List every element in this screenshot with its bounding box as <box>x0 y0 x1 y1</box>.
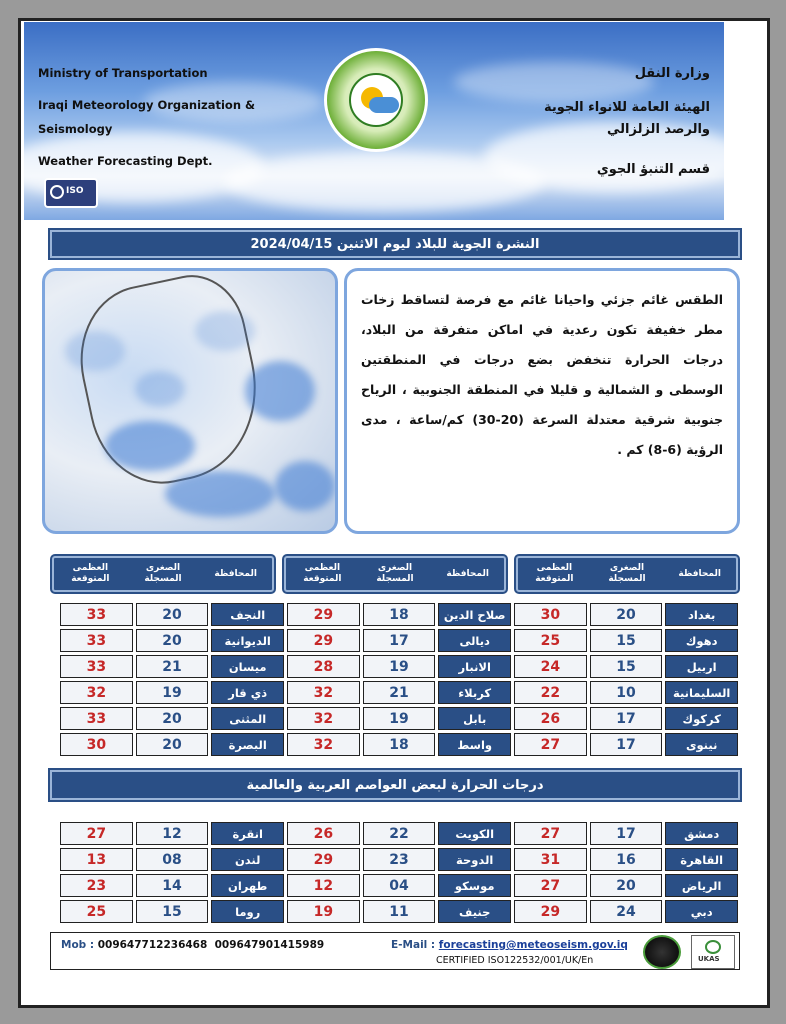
organization-ar-1: الهيئة العامة للانواء الجوية <box>544 100 710 115</box>
col-min: الصغرى المسجلة <box>376 563 414 584</box>
max-temp: 25 <box>60 900 133 923</box>
capitals-title: درجات الحرارة لبعض العواصم العربية والعالمية <box>50 770 740 800</box>
city-name: لندن <box>211 848 284 871</box>
city-name: الكويت <box>438 822 511 845</box>
min-temp: 15 <box>136 900 209 923</box>
max-temp: 29 <box>287 603 360 626</box>
min-temp: 20 <box>136 733 209 756</box>
department-ar: قسم التنبؤ الجوي <box>596 162 710 177</box>
email-link[interactable]: forecasting@meteoseism.gov.iq <box>438 939 628 951</box>
col-min: الصغرى المسجلة <box>144 563 182 584</box>
max-temp: 24 <box>514 655 587 678</box>
min-temp: 21 <box>136 655 209 678</box>
forecast-text: الطقس غائم جزئي واحيانا غائم مع فرصة لتساقط زخات مطر خفيفة تكون رعدية في اماكن متفرقة من البلاد، درجات الحرارة تنخفض بضع درجات في المنطقتين الوسطى و الشمالية و قليلا في المنطقة الجنوبية ، الرياح جنوبية شرقية معتدلة السرعة (20-30) كم/ساعة ، مدى الرؤية (6-8) كم . <box>361 292 723 457</box>
max-temp: 32 <box>287 733 360 756</box>
max-temp: 28 <box>287 655 360 678</box>
organization-logo <box>324 48 428 152</box>
mobile-info <box>61 939 324 951</box>
seal-icon <box>643 935 681 969</box>
min-temp: 17 <box>590 707 663 730</box>
min-temp: 04 <box>363 874 436 897</box>
min-temp: 19 <box>363 707 436 730</box>
max-temp: 33 <box>60 655 133 678</box>
max-temp: 12 <box>287 874 360 897</box>
city-name: النجف <box>211 603 284 626</box>
col-max: العظمى المتوقعة <box>71 563 110 584</box>
min-temp: 21 <box>363 681 436 704</box>
footer <box>50 932 740 970</box>
max-temp: 32 <box>287 707 360 730</box>
min-temp: 10 <box>590 681 663 704</box>
col-province: المحافظة <box>446 568 489 579</box>
col-province: المحافظة <box>214 568 257 579</box>
organization-ar-2: والرصد الزلزالي <box>607 122 710 137</box>
ministry-en: Ministry of Transportation <box>38 66 208 80</box>
min-temp: 12 <box>136 822 209 845</box>
max-temp: 27 <box>60 822 133 845</box>
city-name: ديالى <box>438 629 511 652</box>
mobile-numbers: 009647712236468 009647901415989 <box>97 939 325 951</box>
max-temp: 33 <box>60 707 133 730</box>
min-temp: 22 <box>363 822 436 845</box>
organization-en-2: Seismology <box>38 122 113 136</box>
min-temp: 15 <box>590 655 663 678</box>
max-temp: 29 <box>514 900 587 923</box>
city-name: نينوى <box>665 733 738 756</box>
email-info <box>391 939 628 951</box>
certification-text: CERTIFIED ISO122532/001/UK/En <box>436 955 594 966</box>
department-en: Weather Forecasting Dept. <box>38 154 213 168</box>
city-name: البصرة <box>211 733 284 756</box>
min-temp: 19 <box>136 681 209 704</box>
max-temp: 33 <box>60 603 133 626</box>
table-header-3 <box>52 556 274 592</box>
email-label: E-Mail : <box>391 939 436 951</box>
min-temp: 20 <box>590 874 663 897</box>
min-temp: 20 <box>136 603 209 626</box>
max-temp: 13 <box>60 848 133 871</box>
header-banner <box>24 22 724 220</box>
city-name: ذي قار <box>211 681 284 704</box>
city-name: الدوحة <box>438 848 511 871</box>
satellite-map <box>42 268 338 534</box>
max-temp: 27 <box>514 822 587 845</box>
mobile-label: Mob : <box>61 939 95 951</box>
ministry-ar: وزارة النقل <box>634 66 710 81</box>
min-temp: 15 <box>590 629 663 652</box>
max-temp: 26 <box>287 822 360 845</box>
city-name: صلاح الدين <box>438 603 511 626</box>
city-name: دمشق <box>665 822 738 845</box>
city-name: الانبار <box>438 655 511 678</box>
col-min: الصغرى المسجلة <box>608 563 646 584</box>
city-name: بابل <box>438 707 511 730</box>
iso-badge: ISO <box>44 178 98 208</box>
max-temp: 25 <box>514 629 587 652</box>
min-temp: 17 <box>590 822 663 845</box>
provinces-table <box>60 603 738 756</box>
min-temp: 20 <box>136 629 209 652</box>
city-name: كركوك <box>665 707 738 730</box>
table-header-1 <box>516 556 738 592</box>
organization-en-1: Iraqi Meteorology Organization & <box>38 98 256 112</box>
city-name: السليمانية <box>665 681 738 704</box>
max-temp: 32 <box>60 681 133 704</box>
max-temp: 27 <box>514 874 587 897</box>
min-temp: 19 <box>363 655 436 678</box>
max-temp: 23 <box>60 874 133 897</box>
check-icon <box>50 185 64 199</box>
city-name: انقرة <box>211 822 284 845</box>
min-temp: 23 <box>363 848 436 871</box>
ukas-badge: UKAS <box>691 935 735 969</box>
max-temp: 30 <box>514 603 587 626</box>
city-name: الديوانية <box>211 629 284 652</box>
city-name: اربيل <box>665 655 738 678</box>
min-temp: 17 <box>363 629 436 652</box>
min-temp: 18 <box>363 603 436 626</box>
max-temp: 27 <box>514 733 587 756</box>
min-temp: 11 <box>363 900 436 923</box>
max-temp: 26 <box>514 707 587 730</box>
crown-icon <box>705 940 721 954</box>
city-name: روما <box>211 900 284 923</box>
min-temp: 16 <box>590 848 663 871</box>
min-temp: 20 <box>590 603 663 626</box>
table-header-2 <box>284 556 506 592</box>
city-name: الرياض <box>665 874 738 897</box>
min-temp: 20 <box>136 707 209 730</box>
min-temp: 17 <box>590 733 663 756</box>
cloud-icon <box>369 97 399 113</box>
min-temp: 08 <box>136 848 209 871</box>
min-temp: 18 <box>363 733 436 756</box>
max-temp: 33 <box>60 629 133 652</box>
forecast-textbox <box>344 268 740 534</box>
city-name: كربلاء <box>438 681 511 704</box>
city-name: ميسان <box>211 655 284 678</box>
max-temp: 31 <box>514 848 587 871</box>
max-temp: 22 <box>514 681 587 704</box>
city-name: واسط <box>438 733 511 756</box>
capitals-table <box>60 822 738 923</box>
col-province: المحافظة <box>678 568 721 579</box>
city-name: بغداد <box>665 603 738 626</box>
city-name: جنيف <box>438 900 511 923</box>
max-temp: 32 <box>287 681 360 704</box>
city-name: المثنى <box>211 707 284 730</box>
city-name: القاهرة <box>665 848 738 871</box>
col-max: العظمى المتوقعة <box>303 563 342 584</box>
city-name: طهران <box>211 874 284 897</box>
max-temp: 29 <box>287 848 360 871</box>
city-name: موسكو <box>438 874 511 897</box>
min-temp: 24 <box>590 900 663 923</box>
col-max: العظمى المتوقعة <box>535 563 574 584</box>
bulletin-title: النشرة الجوية للبلاد ليوم الاثنين 2024/04/15 <box>50 230 740 258</box>
max-temp: 19 <box>287 900 360 923</box>
max-temp: 30 <box>60 733 133 756</box>
city-name: دبي <box>665 900 738 923</box>
city-name: دهوك <box>665 629 738 652</box>
max-temp: 29 <box>287 629 360 652</box>
min-temp: 14 <box>136 874 209 897</box>
